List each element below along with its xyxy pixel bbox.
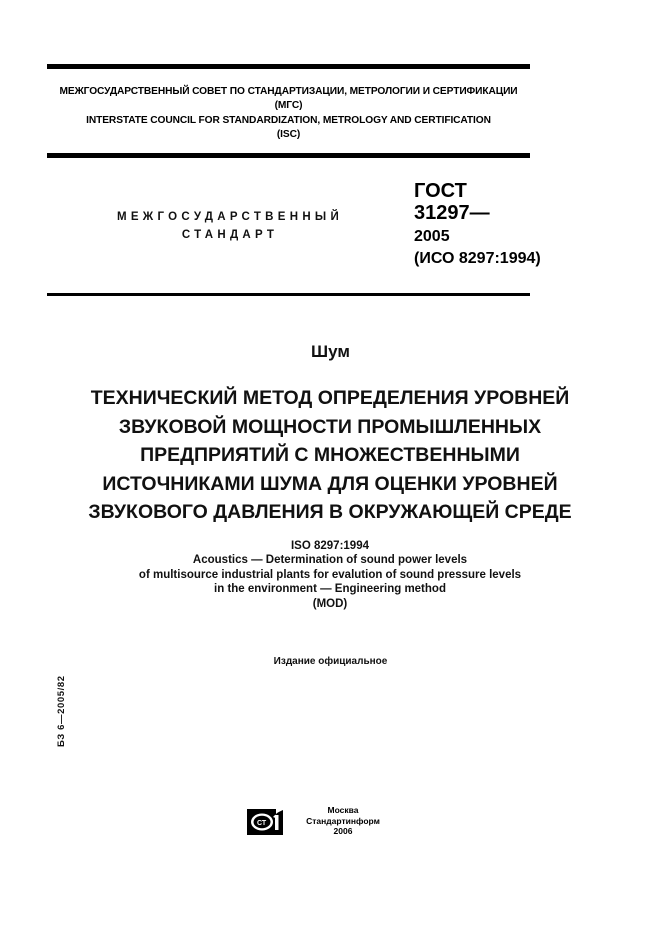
designation-iso-ref: (ИСО 8297:1994) — [414, 250, 541, 267]
standard-designation — [414, 180, 541, 270]
lower-rule — [47, 293, 530, 296]
standard-type-line2: СТАНДАРТ — [181, 229, 279, 241]
iso-title-line: Acoustics — Determination of sound power levels — [192, 554, 468, 567]
designation-year: 2005 — [414, 228, 450, 245]
council-name-en: INTERSTATE COUNCIL FOR STANDARDIZATION, METROLOGY AND CERTIFICATION — [86, 114, 491, 126]
standartinform-logo-icon — [246, 806, 284, 838]
iso-reference-block — [60, 539, 600, 611]
document-title — [30, 384, 630, 527]
title-line: ЗВУКОВОГО ДАВЛЕНИЯ В ОКРУЖАЮЩЕЙ СРЕДЕ — [88, 501, 572, 523]
iso-code: ISO 8297:1994 — [290, 540, 369, 552]
iso-title-line: in the environment — Engineering method — [214, 583, 446, 596]
publisher-name: Стандартинформ — [306, 815, 380, 826]
publisher-year: 2006 — [333, 826, 353, 836]
designation-number: 31297— — [414, 202, 490, 224]
council-header — [47, 85, 530, 143]
side-print-code: БЗ 6—2005/82 — [56, 675, 67, 747]
publisher-imprint — [298, 805, 388, 837]
iso-equivalence: (MOD) — [312, 597, 348, 610]
subject-heading: Шум — [311, 342, 350, 361]
title-line: ЗВУКОВОЙ МОЩНОСТИ ПРОМЫШЛЕННЫХ — [118, 415, 542, 438]
official-edition-label: Издание официальное — [273, 656, 388, 667]
title-line: ИСТОЧНИКАМИ ШУМА ДЛЯ ОЦЕНКИ УРОВНЕЙ — [102, 472, 558, 495]
top-rule — [47, 64, 530, 69]
standard-type-line1: МЕЖГОСУДАРСТВЕННЫЙ — [116, 211, 344, 223]
council-abbr-ru: (МГС) — [274, 100, 303, 112]
iso-title-line: of multisource industrial plants for evalution of sound pressure levels — [138, 568, 522, 581]
publisher-city: Москва — [327, 805, 359, 815]
middle-rule — [47, 153, 530, 158]
council-abbr-en: (ISC) — [276, 129, 301, 141]
title-line: ТЕХНИЧЕСКИЙ МЕТОД ОПРЕДЕЛЕНИЯ УРОВНЕЙ — [90, 387, 570, 409]
standard-type — [80, 208, 380, 244]
designation-prefix: ГОСТ — [414, 180, 467, 202]
council-name-ru: МЕЖГОСУДАРСТВЕННЫЙ СОВЕТ ПО СТАНДАРТИЗАЦИИ, МЕТРОЛОГИИ И СЕРТИФИКАЦИИ — [59, 86, 518, 97]
title-line: ПРЕДПРИЯТИЙ С МНОЖЕСТВЕННЫМИ — [140, 444, 520, 466]
svg-text:СТ: СТ — [257, 820, 267, 827]
